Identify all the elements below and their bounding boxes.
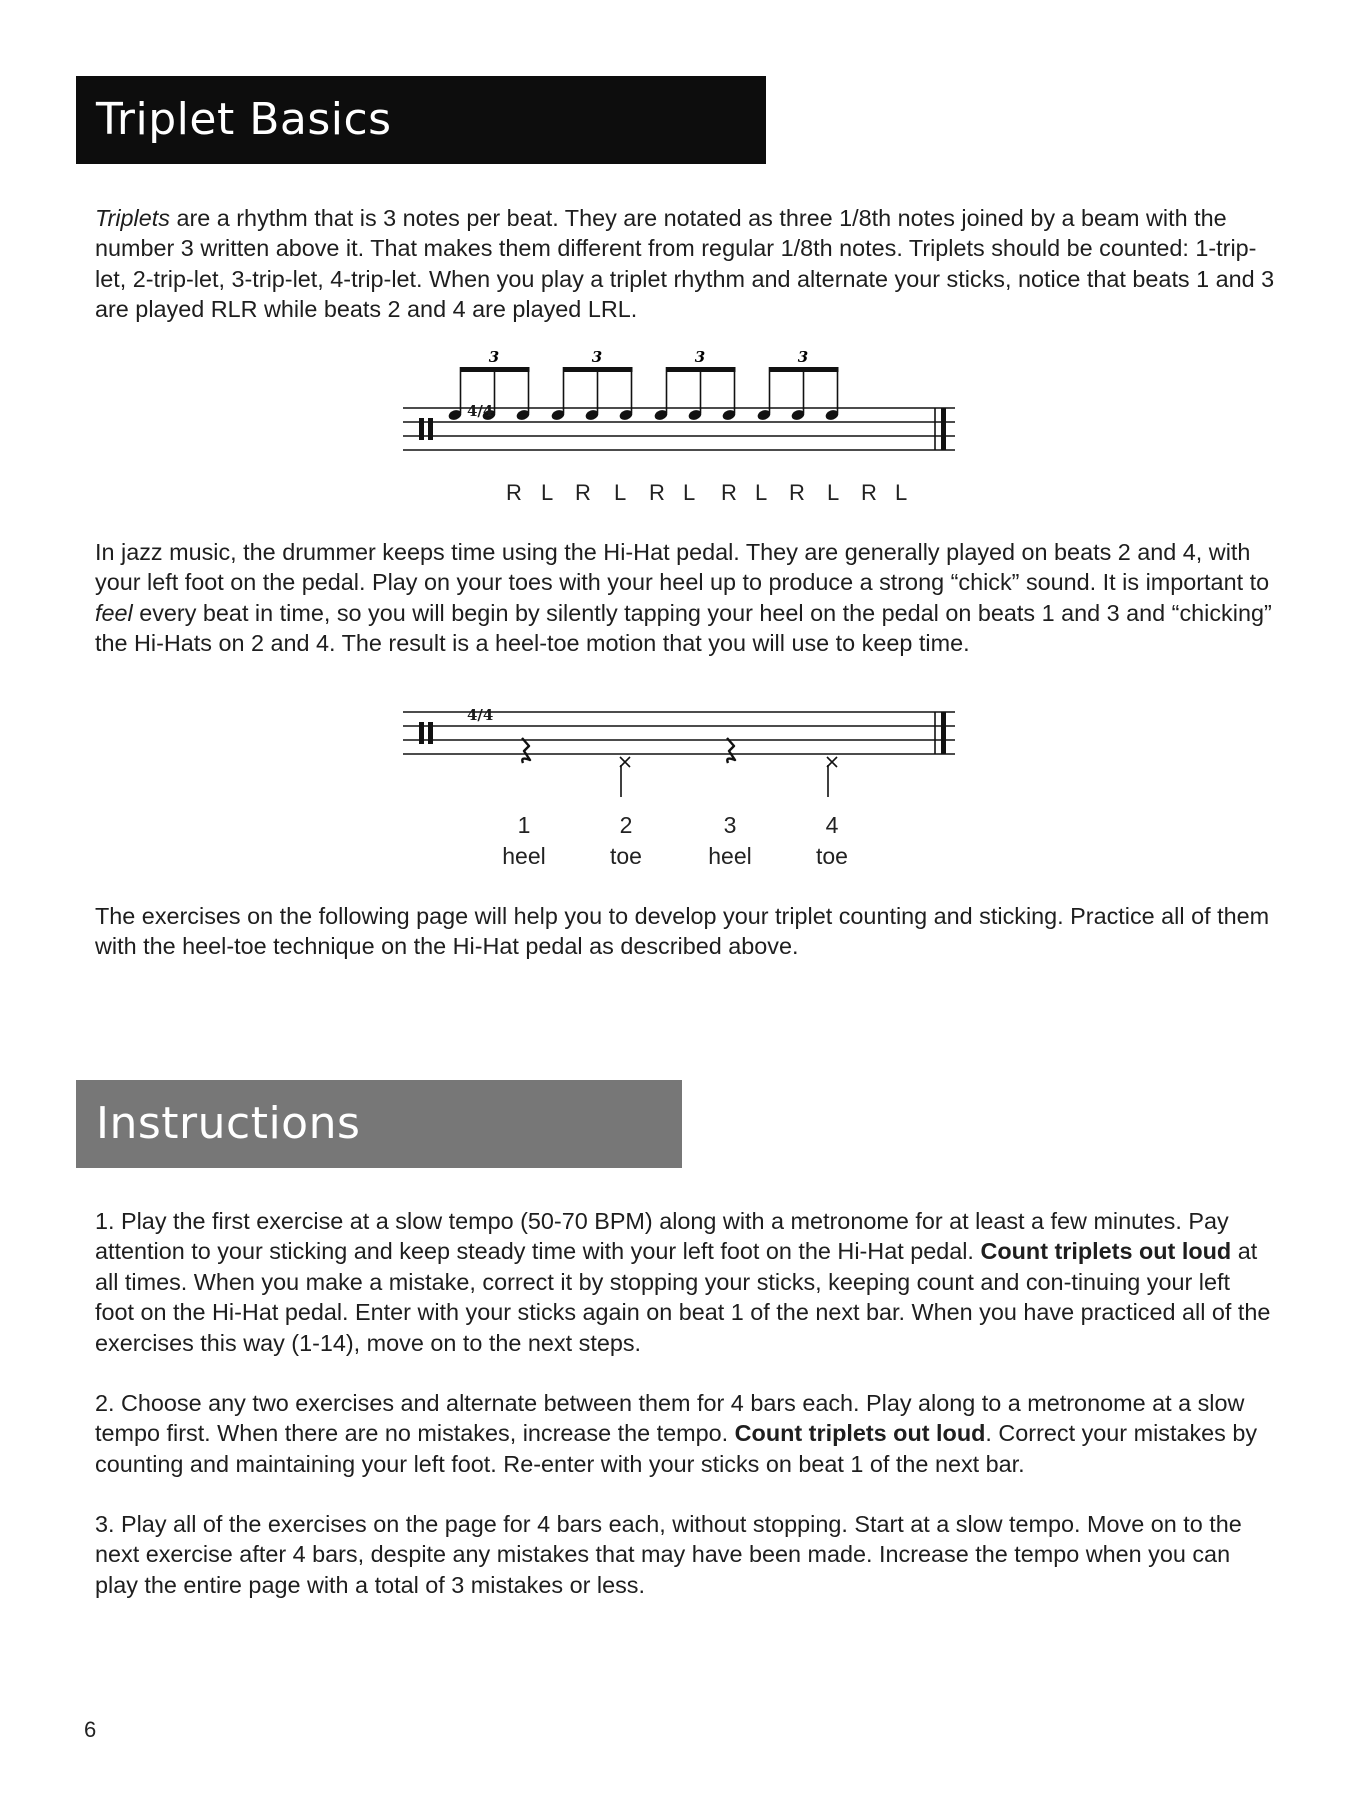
instruction-text-b: at all times. When you make a mistake, correct it by stopping your sticks, keeping count and con-tinuing your left foot on the Hi-Hat pedal. Enter with your sticks again on beat 1 of the next bar. When you have practiced all of the exercises this way (1-14), move on to the next steps.: [95, 1238, 1271, 1356]
beat-action: heel: [708, 843, 752, 869]
section-heading-triplet-basics: Triplet Basics: [76, 76, 766, 164]
beat-action: toe: [816, 843, 848, 869]
sticking-letter: L: [683, 480, 696, 505]
triplet-beam: [769, 367, 839, 372]
beat-number: 2: [619, 812, 633, 838]
beat-action: toe: [610, 843, 642, 869]
tuplet-number: 3: [591, 350, 603, 367]
sticking-letter: L: [614, 480, 627, 505]
instruction-text-a: 1. Play the first exercise at a slow tempo (50-70 BPM) along with a metronome for at least a few minutes. Pay attention to your sticking and keep steady time with your left foot on the Hi-Hat pedal.: [95, 1208, 1229, 1265]
beat-number: 1: [517, 812, 531, 838]
instruction-bold: Count triplets out loud: [980, 1238, 1232, 1265]
tuplet-number: 3: [488, 350, 500, 367]
final-barline: [935, 408, 946, 450]
section-heading-instructions: Instructions: [76, 1080, 682, 1168]
final-barline: [935, 712, 946, 754]
hihat-pedal-note-beat-2: [620, 757, 630, 797]
beat-label-3: [690, 810, 770, 872]
tuplet-number: 3: [694, 350, 706, 367]
instruction-text-b: . Correct your mistakes by counting and maintaining your left foot. Re-enter with your sticks on beat 1 of the next bar.: [95, 1420, 1258, 1477]
page-number: 6: [84, 1717, 97, 1742]
quarter-rest-beat-1: [522, 738, 530, 763]
jazz-paragraph: [95, 537, 1275, 659]
jazz-text-a: In jazz music, the drummer keeps time using the Hi-Hat pedal. They are generally played on beats 2 and 4, with your left foot on the pedal. Play on your toes with your heel up to produce a strong “chick” sound. It is important to: [95, 539, 1270, 596]
sticking-letter: R: [721, 480, 737, 505]
tuplet-number: 3: [797, 350, 809, 367]
jazz-emphasis: feel: [95, 599, 133, 626]
beat-number: 4: [825, 812, 839, 838]
sticking-letter: R: [861, 480, 877, 505]
triplet-beam: [460, 367, 530, 372]
intro-term: Triplets: [95, 205, 170, 231]
instruction-step-2: [95, 1388, 1275, 1479]
intro-text: are a rhythm that is 3 notes per beat. They are notated as three 1/8th notes joined by a beam with the number 3 written above it. That makes them different from regular 1/8th notes. Triplets should be counted: 1-trip-let, 2-trip-let, 3-trip-let, 4-trip-let. When you play a triplet rhythm and alternate your sticks, notice that beats 1 and 3 are played RLR while beats 2 and 4 are played LRL.: [95, 205, 1275, 323]
triplet-notes-group: [447, 350, 839, 422]
time-signature-bottom: 4/4: [467, 706, 494, 724]
time-signature-top: 4/4: [467, 402, 494, 420]
beat-label-2: [586, 810, 666, 872]
sticking-letter: R: [575, 480, 591, 505]
sticking-row: [0, 480, 1350, 510]
instruction-bold: Count triplets out loud: [734, 1420, 986, 1447]
exercises-paragraph: The exercises on the following page will help you to develop your triplet counting and sticking. Practice all of them with the heel-toe technique on the Hi-Hat pedal as described above.: [95, 903, 1270, 960]
sticking-letter: R: [789, 480, 805, 505]
instruction-text-a: 2. Choose any two exercises and alternate between them for 4 bars each. Play along to a metronome at a slow tempo first. When there are no mistakes, increase the tempo.: [95, 1390, 1245, 1447]
sticking-letter: L: [755, 480, 768, 505]
sticking-letter: R: [649, 480, 665, 505]
sticking-letter: R: [506, 480, 522, 505]
beat-label-1: [484, 810, 564, 872]
sticking-letter: L: [895, 480, 908, 505]
hihat-pedal-note-beat-4: [827, 757, 837, 797]
triplet-beam: [563, 367, 633, 372]
instruction-step-1: [95, 1206, 1275, 1358]
beat-number: 3: [723, 812, 737, 838]
instruction-text-a: 3. Play all of the exercises on the page for 4 bars each, without stopping. Start at a slow tempo. Move on to the next exercise after 4 bars, despite any mistakes that may have been made. Increase the tempo when you can play the entire page with a total of 3 mistakes or less.: [95, 1511, 1242, 1598]
instruction-step-3: [95, 1509, 1275, 1600]
quarter-rest-beat-3: [727, 738, 735, 763]
beat-label-4: [792, 810, 872, 872]
sticking-letter: L: [541, 480, 554, 505]
jazz-text-b: every beat in time, so you will begin by silently tapping your heel on the pedal on beats 1 and 3 and “chicking” the Hi-Hats on 2 and 4. The result is a heel-toe motion that you will use to keep time.: [95, 599, 1272, 657]
beat-action: heel: [502, 843, 546, 869]
triplet-beam: [666, 367, 736, 372]
sticking-letter: L: [827, 480, 840, 505]
intro-paragraph: [95, 203, 1275, 325]
